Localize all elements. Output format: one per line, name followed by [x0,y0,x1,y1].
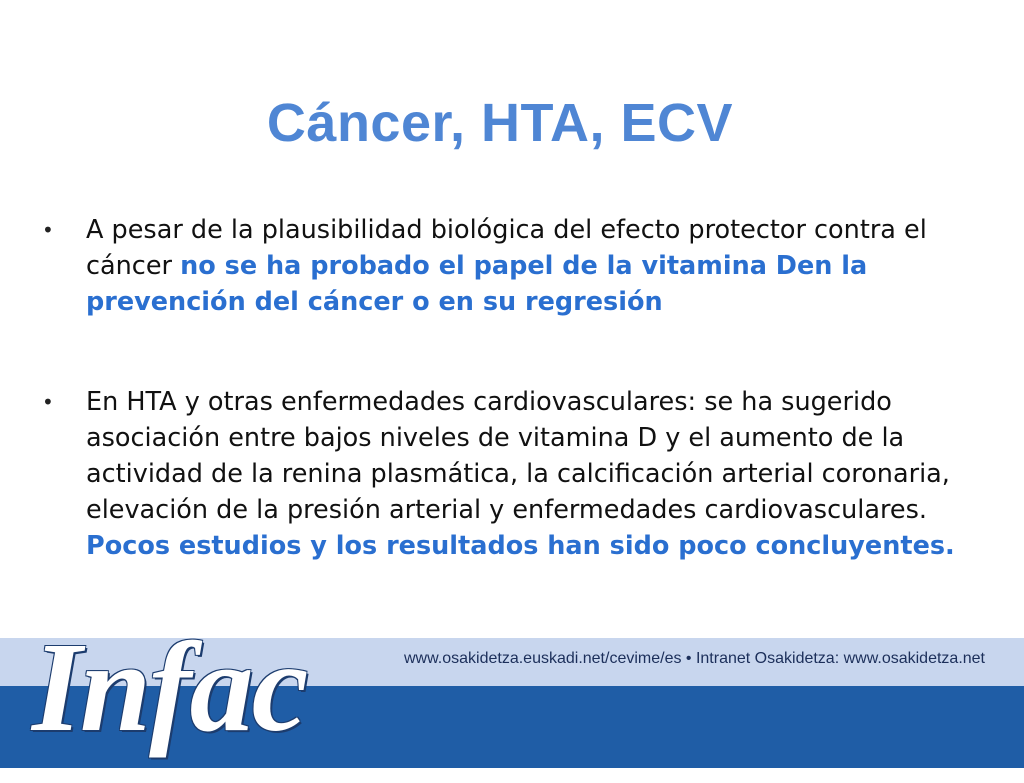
footer-tagline: Eskualdeko Farmakoterapi Informazioa · Información Farmacoterapéutica de la Comarca [398,766,1007,782]
bullet-text: A pesar de la plausibilidad biológica del efecto protector contra el cáncer [86,215,927,281]
bullet-icon: • [42,218,54,242]
bullet-highlight: Pocos estudios y los resultados han sido poco concluyentes. [86,531,955,561]
bullet-icon: • [42,390,54,414]
bullet-item [42,384,982,564]
slide-title: Cáncer, HTA, ECV [266,93,734,153]
bullet-text: En HTA y otras enfermedades cardiovasculares: se ha sugerido asociación entre bajos niveles de vitamina D y el aumento de la actividad de la renina plasmática, la calcificación arterial coronaria, elevación de la presión arterial y enfermedades cardiovasculares. [86,387,950,525]
bullet-list [42,212,982,564]
infac-logo: Infac [32,616,307,758]
bullet-item [42,212,982,320]
footer-links: www.osakidetza.euskadi.net/cevime/es • Intranet Osakidetza: www.osakidetza.net [404,650,985,667]
bullet-highlight: no se ha probado el papel de la vitamina Den la prevención del cáncer o en su regresión [86,251,868,317]
